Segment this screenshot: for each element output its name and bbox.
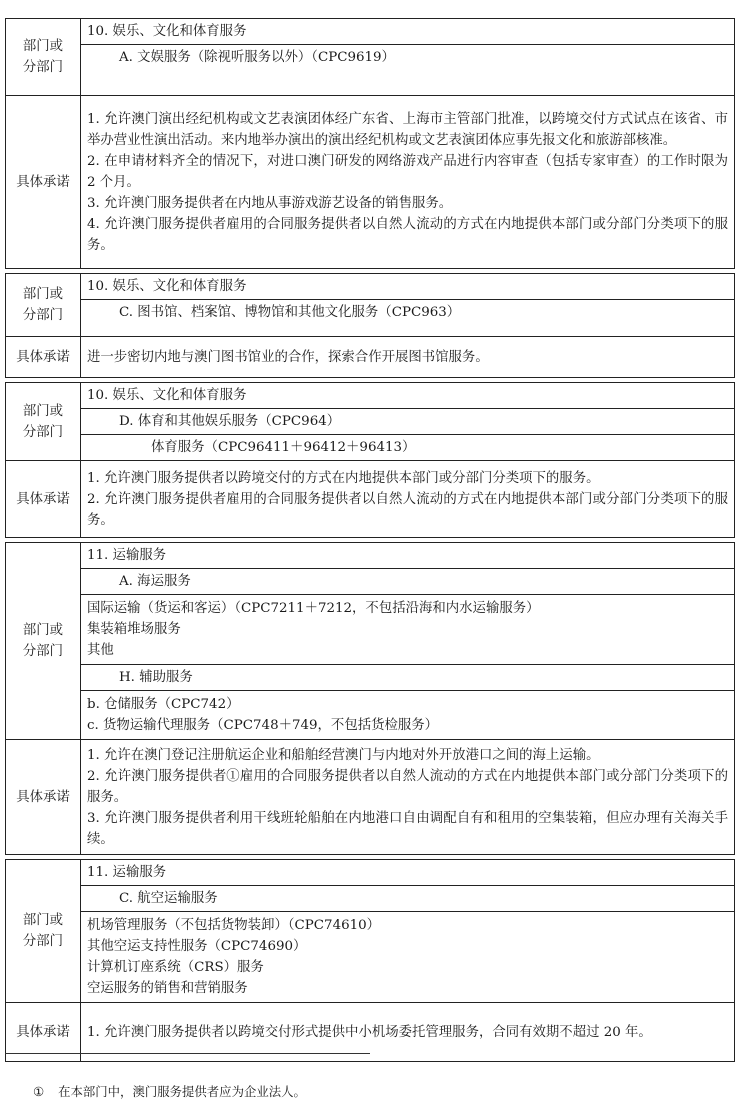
sector-row (6, 543, 734, 739)
sector-lines (81, 860, 734, 1002)
sector-line: 10. 娱乐、文化和体育服务 (87, 388, 247, 403)
sector-row (6, 274, 734, 336)
sector-lines (81, 274, 734, 336)
sector-block (5, 273, 735, 378)
footnote (33, 1082, 306, 1100)
sector-line: 体育服务（CPC96411＋96412＋96413） (81, 434, 734, 460)
sector-row (6, 19, 734, 95)
commitment-label: 具体承诺 (6, 96, 81, 268)
sector-label: 部门或 分部门 (6, 19, 81, 95)
commitment-label: 具体承诺 (6, 337, 81, 377)
sector-subitem: 其他空运支持性服务（CPC74690） (87, 939, 307, 954)
commitment-item: 2. 允许澳门服务提供者雇用的合同服务提供者以自然人流动的方式在内地提供本部门或分部门分类项下的服务。 (87, 491, 728, 528)
commitment-item: 2. 在申请材料齐全的情况下，对进口澳门研发的网络游戏产品进行内容审查（包括专家审查）的工作时限为 2 个月。 (87, 153, 728, 190)
commitment-item: 4. 允许澳门服务提供者雇用的合同服务提供者以自然人流动的方式在内地提供本部门或分部门分类项下的服务。 (87, 216, 728, 253)
commitment-item: 2. 允许澳门服务提供者①雇用的合同服务提供者以自然人流动的方式在内地提供本部门或分部门分类项下的服务。 (87, 768, 728, 805)
sector-subitem: 空运服务的销售和营销服务 (87, 981, 248, 996)
commitment-row (6, 739, 734, 854)
sector-lines (81, 383, 734, 460)
sector-line: A. 文娱服务（除视听服务以外）（CPC9619） (81, 44, 734, 70)
commitment-text (81, 96, 734, 268)
sector-line: 10. 娱乐、文化和体育服务 (87, 279, 247, 294)
sector-line: H. 辅助服务 (81, 664, 734, 690)
commitment-item: 1. 允许在澳门登记注册航运企业和船舶经营澳门与内地对外开放港口之间的海上运输。 (87, 747, 600, 763)
commitment-item: 1. 允许澳门服务提供者以跨境交付的方式在内地提供本部门或分部门分类项下的服务。 (87, 470, 600, 486)
commitment-row (6, 336, 734, 377)
sector-subitem: 集装箱堆场服务 (87, 622, 181, 637)
sector-line: C. 航空运输服务 (81, 885, 734, 911)
commitment-label: 具体承诺 (6, 461, 81, 537)
commitment-text (81, 740, 734, 854)
sector-row (6, 383, 734, 460)
sector-lines (81, 543, 734, 739)
commitment-text (81, 461, 734, 537)
sector-label: 部门或 分部门 (6, 383, 81, 460)
sector-subitem: b. 仓储服务（CPC742） (87, 697, 240, 712)
sector-subitem: c. 货物运输代理服务（CPC748＋749，不包括货检服务） (87, 718, 439, 733)
footnote-mark: ① (33, 1084, 45, 1099)
sector-subitem: 计算机订座系统（CRS）服务 (87, 960, 264, 975)
commitment-label: 具体承诺 (6, 740, 81, 854)
sector-line: 11. 运输服务 (87, 865, 167, 880)
sector-subitem: 其他 (87, 643, 114, 658)
footnote-text: 在本部门中，澳门服务提供者应为企业法人。 (58, 1084, 306, 1099)
sector-line (81, 911, 734, 1002)
sector-line: D. 体育和其他娱乐服务（CPC964） (81, 408, 734, 434)
sector-line (81, 594, 734, 664)
commitment-row (6, 460, 734, 537)
sector-line (81, 690, 734, 739)
commitment-item: 3. 允许澳门服务提供者利用干线班轮船舶在内地港口自由调配自有和租用的空集装箱，但应办理有关海关手续。 (87, 810, 728, 847)
sector-block (5, 18, 735, 269)
commitment-text (81, 337, 734, 377)
footnote-divider (5, 1053, 370, 1054)
sector-block (5, 382, 735, 538)
sector-line: C. 图书馆、档案馆、博物馆和其他文化服务（CPC963） (81, 299, 734, 325)
commitment-item: 3. 允许澳门服务提供者在内地从事游戏游艺设备的销售服务。 (87, 195, 453, 211)
sector-line: 11. 运输服务 (87, 548, 167, 563)
sector-label: 部门或 分部门 (6, 543, 81, 739)
commitment-row (6, 95, 734, 268)
commitment-table (5, 18, 735, 1066)
sector-subitem: 机场管理服务（不包括货物装卸）（CPC74610） (87, 918, 381, 933)
sector-line: 10. 娱乐、文化和体育服务 (87, 24, 247, 39)
sector-line: A. 海运服务 (81, 568, 734, 594)
sector-lines (81, 19, 734, 95)
commitment-label: 具体承诺 (6, 1003, 81, 1061)
commitment-item: 1. 允许澳门演出经纪机构或文艺表演团体经广东省、上海市主管部门批准，以跨境交付方式试点在该省、市举办营业性演出活动。来内地举办演出的演出经纪机构或文艺表演团体应事先报文化和旅游部核准。 (87, 111, 728, 148)
sector-label: 部门或 分部门 (6, 274, 81, 336)
commitment-item: 1. 允许澳门服务提供者以跨境交付形式提供中小机场委托管理服务，合同有效期不超过 20 年。 (87, 1024, 652, 1040)
sector-block (5, 859, 735, 1062)
sector-block (5, 542, 735, 855)
commitment-item: 进一步密切内地与澳门图书馆业的合作，探索合作开展图书馆服务。 (87, 349, 489, 365)
sector-label: 部门或 分部门 (6, 860, 81, 1002)
sector-row (6, 860, 734, 1002)
sector-subitem: 国际运输（货运和客运）（CPC7211＋7212，不包括沿海和内水运输服务） (87, 601, 540, 616)
